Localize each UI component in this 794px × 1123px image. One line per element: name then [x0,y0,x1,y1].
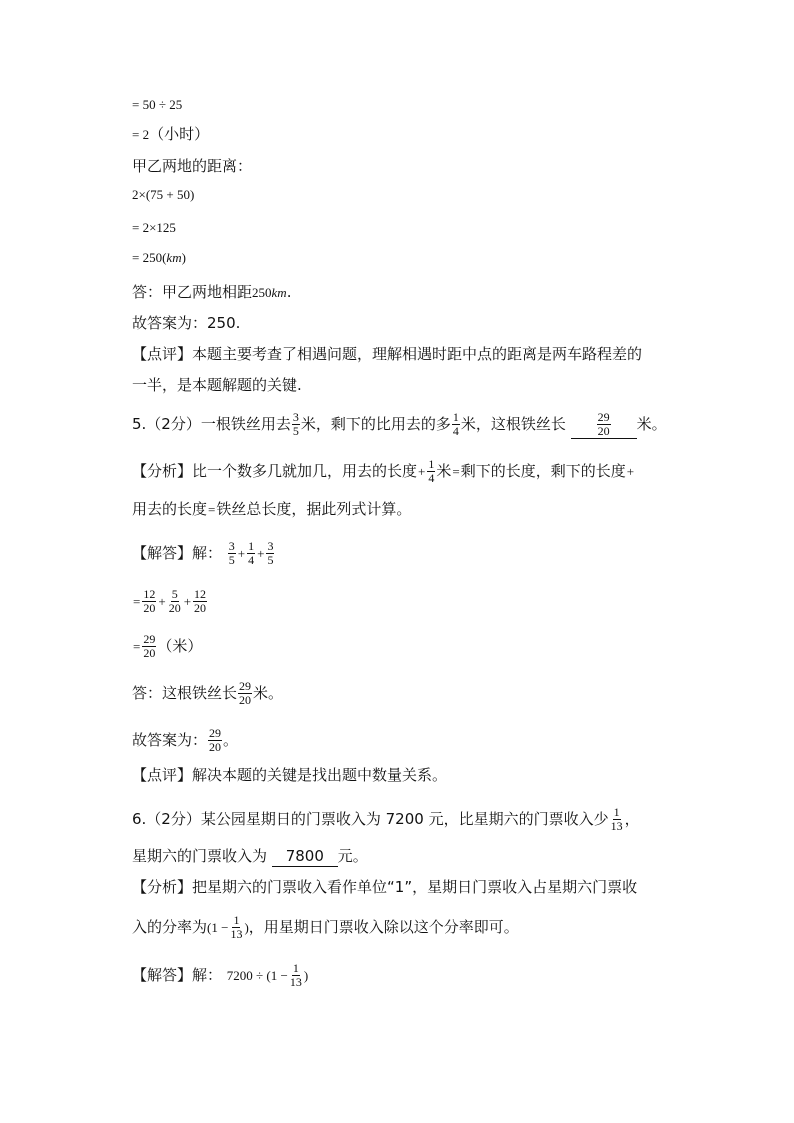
solution-label: 【解答】解： [132,966,223,984]
unit-km: km [271,285,287,300]
numerator: 1 [248,539,255,553]
calc-line-4: = 2×125 [132,220,176,235]
plus-sign: + [183,594,192,609]
fraction [142,633,156,660]
q5-text-d: 米。 [636,415,667,433]
q6-text-b: ， [624,810,640,828]
answer-text: 答：甲乙两地相距 [132,283,253,301]
answer-blank [571,411,637,439]
fraction [168,588,182,615]
q5-comment: 【点评】解决本题的关键是找出题中数量关系。 [132,766,448,784]
analysis-text: 入的分率为 [132,918,208,936]
fraction [238,680,252,707]
period: . [286,283,292,301]
numerator: 3 [292,410,299,424]
unit-label: （米） [157,637,203,655]
plus-sign: + [237,546,246,561]
denominator: 20 [239,693,252,707]
unit-label: 米 [436,462,452,480]
fraction [193,588,207,615]
denominator: 4 [452,424,459,438]
fraction [289,962,303,989]
denominator: 13 [289,975,302,989]
denominator: 5 [228,553,235,567]
calc-line-1: = 50 ÷ 25 [132,97,183,112]
analysis-text: 铁丝总长度，据此列式计算。 [216,500,412,518]
fraction [292,411,300,438]
fraction [597,411,611,438]
answer-line [132,282,291,303]
denominator: 5 [267,553,274,567]
numerator: 1 [233,913,240,927]
comment-line-2: 一半，是本题解题的关键. [132,376,302,394]
solution-label: 【解答】解： [132,544,223,562]
analysis-text: 【分析】比一个数多几就加几，用去的长度 [132,462,418,480]
numerator: 1 [452,410,459,424]
question-5 [132,411,667,439]
fraction [228,540,236,567]
equals-sign: = [452,464,460,479]
fraction [266,540,274,567]
fraction [452,411,460,438]
denominator: 4 [428,471,435,485]
equals-sign: = [208,502,216,517]
fraction [610,806,624,833]
solution-expression: 7200 ÷ (1 − [226,968,288,983]
unit-km: km [166,250,182,265]
denominator: 20 [597,424,610,438]
numerator: 1 [292,961,299,975]
q6-text-a: 6.（2分）某公园星期日的门票收入为 7200 元，比星期六的门票收入少 [132,810,609,828]
denominator: 13 [610,819,623,833]
plus-sign: + [257,546,265,561]
q5-text-a: 5.（2分）一根铁丝用去 [132,415,291,433]
q6-solution [132,962,308,989]
q5-text-c: 米，这根铁丝长 [460,415,566,433]
numerator: 29 [597,410,610,424]
plus-sign: + [626,464,635,479]
unit-label: （小时） [149,125,210,143]
answer-blank: 7800 [272,846,338,867]
q5-final-answer [132,727,238,754]
denominator: 5 [292,424,299,438]
q5-analysis-1 [132,458,635,485]
fraction [208,727,222,754]
question-6-line-2 [132,846,368,867]
q6-text-d: 元。 [337,847,368,865]
calc-line-5 [132,248,186,268]
numerator: 5 [171,587,178,601]
analysis-text: 用去的长度 [132,500,208,518]
numerator: 29 [239,679,252,693]
q5-text-b: 米，剩下的比用去的多 [300,415,451,433]
numerator: 3 [228,539,235,553]
answer-text: 米。 [253,684,284,702]
numerator: 12 [143,587,156,601]
q5-analysis-2 [132,499,411,520]
answer-text: 。 [223,731,239,749]
answer-text: 答：这根铁丝长 [132,684,238,702]
calc-line-3: 2×(75 + 50) [132,187,195,202]
plus-sign: + [418,464,426,479]
q6-analysis-2 [132,914,519,941]
q5-solution-1 [132,540,275,567]
q5-solution-3 [132,633,202,660]
denominator: 20 [209,740,222,754]
q5-answer [132,680,283,707]
q6-text-c: 星期六的门票收入为 [132,847,268,865]
q6-analysis-1: 【分析】把星期六的门票收入看作单位“1”，星期日门票收入占星期六门票收 [132,878,638,896]
analysis-text: ，用星期日门票收入除以这个分率即可。 [248,918,519,936]
fraction [247,540,255,567]
paren-close: ) [181,250,186,265]
question-6 [132,806,640,833]
numerator: 29 [209,726,222,740]
numerator: 1 [613,805,620,819]
fraction [229,914,243,941]
denominator: 13 [230,927,243,941]
equals-sign: = [133,594,141,609]
denominator: 20 [168,601,181,615]
calc-value: = 250( [132,250,167,265]
comment-line-1: 【点评】本题主要考查了相遇问题，理解相遇时距中点的距离是两车路程差的 [132,345,643,363]
denominator: 4 [248,553,255,567]
answer-text: 故答案为： [132,731,208,749]
numerator: 29 [143,632,156,646]
paren-close: ) [303,968,309,983]
final-answer-line: 故答案为：250. [132,314,241,332]
paren-close: ) [244,920,249,935]
analysis-text: 剩下的长度，剩下的长度 [460,462,626,480]
fraction [142,588,156,615]
answer-value: 250 [252,285,272,300]
paren-open: (1 − [207,920,229,935]
numerator: 1 [428,457,435,471]
fraction [427,458,435,485]
calc-value: = 2 [132,127,150,142]
calc-line-2 [132,124,209,145]
numerator: 12 [194,587,207,601]
denominator: 20 [143,601,156,615]
distance-heading: 甲乙两地的距离： [132,157,253,175]
denominator: 20 [143,646,156,660]
denominator: 20 [194,601,207,615]
numerator: 3 [267,539,274,553]
equals-sign: = [133,639,141,654]
plus-sign: + [158,594,166,609]
q5-solution-2 [132,588,208,615]
